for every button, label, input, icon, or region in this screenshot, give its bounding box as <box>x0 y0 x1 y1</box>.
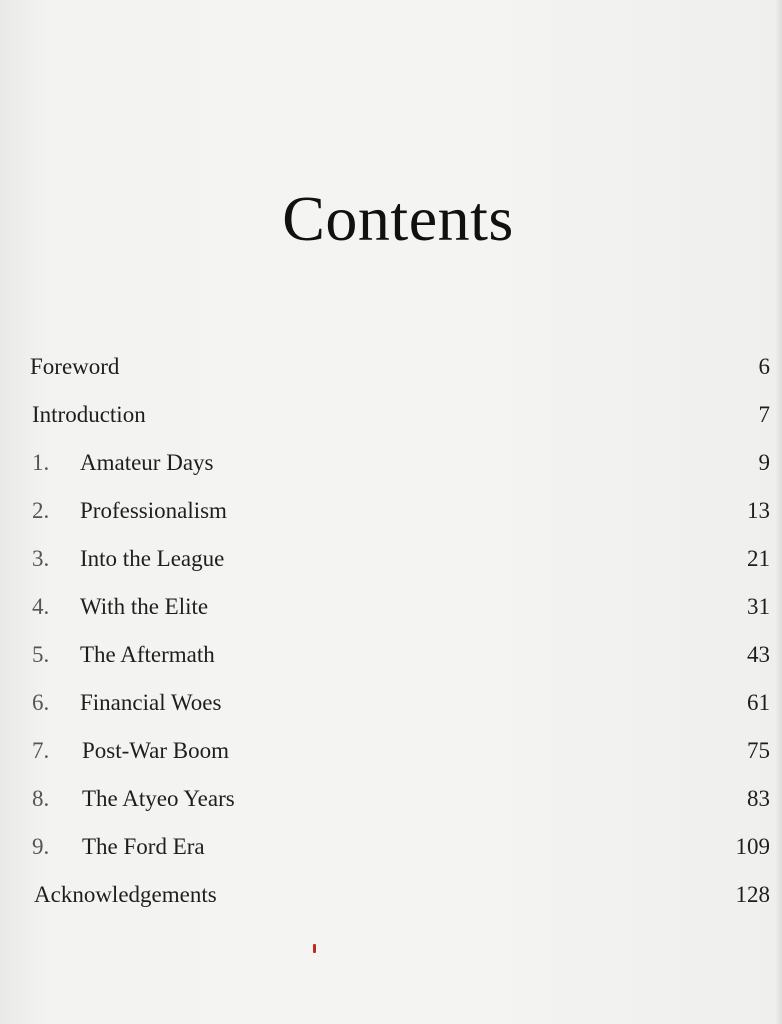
toc-entry-label: Amateur Days <box>80 450 214 475</box>
toc-entry-number: 2. <box>32 498 50 523</box>
toc-entry-label: Professionalism <box>80 498 227 523</box>
toc-entry-number: 9. <box>32 834 50 859</box>
toc-entry-page: 61 <box>747 690 770 715</box>
toc-entry-foreword <box>0 354 782 394</box>
red-ink-mark <box>313 944 316 953</box>
contents-title: Contents <box>282 183 514 254</box>
toc-entry-label: Foreword <box>30 354 120 379</box>
toc-entry-chapter-9 <box>0 834 782 874</box>
toc-entry-page: 109 <box>735 834 770 859</box>
toc-entry-label: With the Elite <box>80 594 209 619</box>
toc-entry-chapter-7 <box>0 738 782 778</box>
toc-entry-page: 6 <box>758 354 770 379</box>
toc-entry-label: Post-War Boom <box>82 738 230 763</box>
toc-entry-chapter-5 <box>0 642 782 682</box>
toc-entry-page: 13 <box>747 498 770 523</box>
toc-entry-page: 43 <box>747 642 770 667</box>
toc-entry-chapter-4 <box>0 594 782 634</box>
toc-entry-page: 75 <box>747 738 770 763</box>
toc-entry-number: 4. <box>32 594 50 619</box>
toc-entry-number: 5. <box>32 642 50 667</box>
toc-entry-introduction <box>0 402 782 442</box>
toc-entry-label: Acknowledgements <box>34 882 217 907</box>
toc-entry-label: Financial Woes <box>80 690 222 715</box>
toc-entry-number: 3. <box>32 546 50 571</box>
toc-entry-chapter-8 <box>0 786 782 826</box>
toc-entry-number: 8. <box>32 786 50 811</box>
toc-entry-page: 128 <box>735 882 770 907</box>
toc-entry-label: Introduction <box>32 402 146 427</box>
toc-entry-label: Into the League <box>80 546 225 571</box>
toc-entry-acknowledgements <box>0 882 782 922</box>
toc-entry-chapter-1 <box>0 450 782 490</box>
toc-entry-page: 21 <box>747 546 770 571</box>
toc-entry-page: 83 <box>747 786 770 811</box>
toc-entry-page: 9 <box>758 450 770 475</box>
toc-entry-label: The Atyeo Years <box>82 786 235 811</box>
toc-entry-label: The Ford Era <box>82 834 205 859</box>
toc-entry-number: 7. <box>32 738 50 763</box>
toc-entry-page: 7 <box>758 402 770 427</box>
toc-entry-chapter-3 <box>0 546 782 586</box>
toc-entry-label: The Aftermath <box>80 642 215 667</box>
toc-entry-number: 6. <box>32 690 50 715</box>
toc-entry-number: 1. <box>32 450 50 475</box>
toc-entry-chapter-2 <box>0 498 782 538</box>
toc-entry-page: 31 <box>747 594 770 619</box>
toc-entry-chapter-6 <box>0 690 782 730</box>
